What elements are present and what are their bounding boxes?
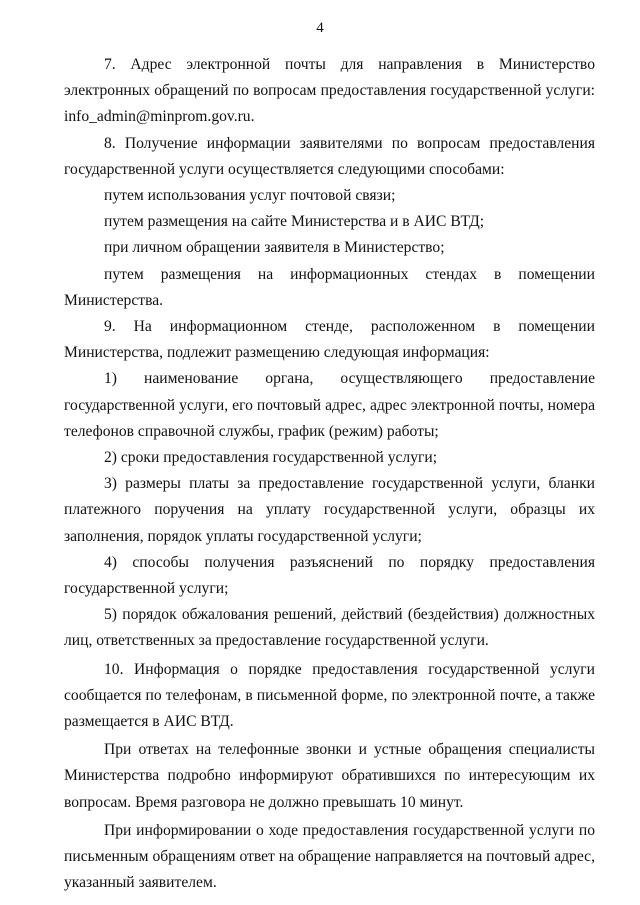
paragraph-written-requests: При информировании о ходе предоставления государственной услуги по письменным обращениям ответ на обращение направляется на почтовый адрес, указанный заявителем. — [64, 821, 595, 892]
paragraph-7: 7. Адрес электронной почты для направления в Министерство электронных обращений по вопросам предоставления государственной услуги: info_admin@minprom.gov.ru. — [64, 56, 595, 126]
paragraph-9: 9. На информационном стенде, расположенном в помещении Министерства, подлежит размещению следующая информация: — [64, 318, 595, 362]
list-item-stands: путем размещения на информационных стендах в помещении Министерства. — [64, 265, 595, 309]
paragraph-10: 10. Информация о порядке предоставления государственной услуги сообщается по телефонам, в письменной форме, по электронной почте, а также размещается в АИС ВТД. — [64, 660, 595, 731]
list-item-personal: при личном обращении заявителя в Министерство; — [104, 239, 445, 257]
page-number: 4 — [316, 20, 324, 36]
stand-item-4: 4) способы получения разъяснений по порядку предоставления государственной услуги; — [64, 553, 595, 598]
stand-item-3: 3) размеры платы за предоставление государственной услуги, бланки платежного поручения на уплату государственной услуги, образцы их заполнения, порядок уплаты государственной услуги; — [64, 475, 595, 545]
stand-item-5: 5) порядок обжалования решений, действий (бездействия) должностных лиц, ответственных за предоставление государственной услуги. — [64, 606, 595, 650]
document-body — [64, 52, 595, 897]
stand-item-2: 2) сроки предоставления государственной услуги; — [104, 449, 438, 467]
paragraph-8: 8. Получение информации заявителями по вопросам предоставления государственной услуги осуществляется следующими способами: — [64, 134, 595, 178]
list-item-website: путем размещения на сайте Министерства и в АИС ВТД; — [104, 213, 485, 231]
stand-item-1: 1) наименование органа, осуществляющего предоставление государственной услуги, его почтовый адрес, адрес электронной почты, номера телефонов справочной службы, график (режим) работы; — [64, 370, 595, 440]
paragraph-phone-answers: При ответах на телефонные звонки и устные обращения специалисты Министерства подробно информируют обратившихся по интересующим их вопросам. Время разговора не должно превышать 10 минут. — [64, 741, 595, 811]
list-item-postal: путем использования услуг почтовой связи; — [104, 187, 396, 205]
